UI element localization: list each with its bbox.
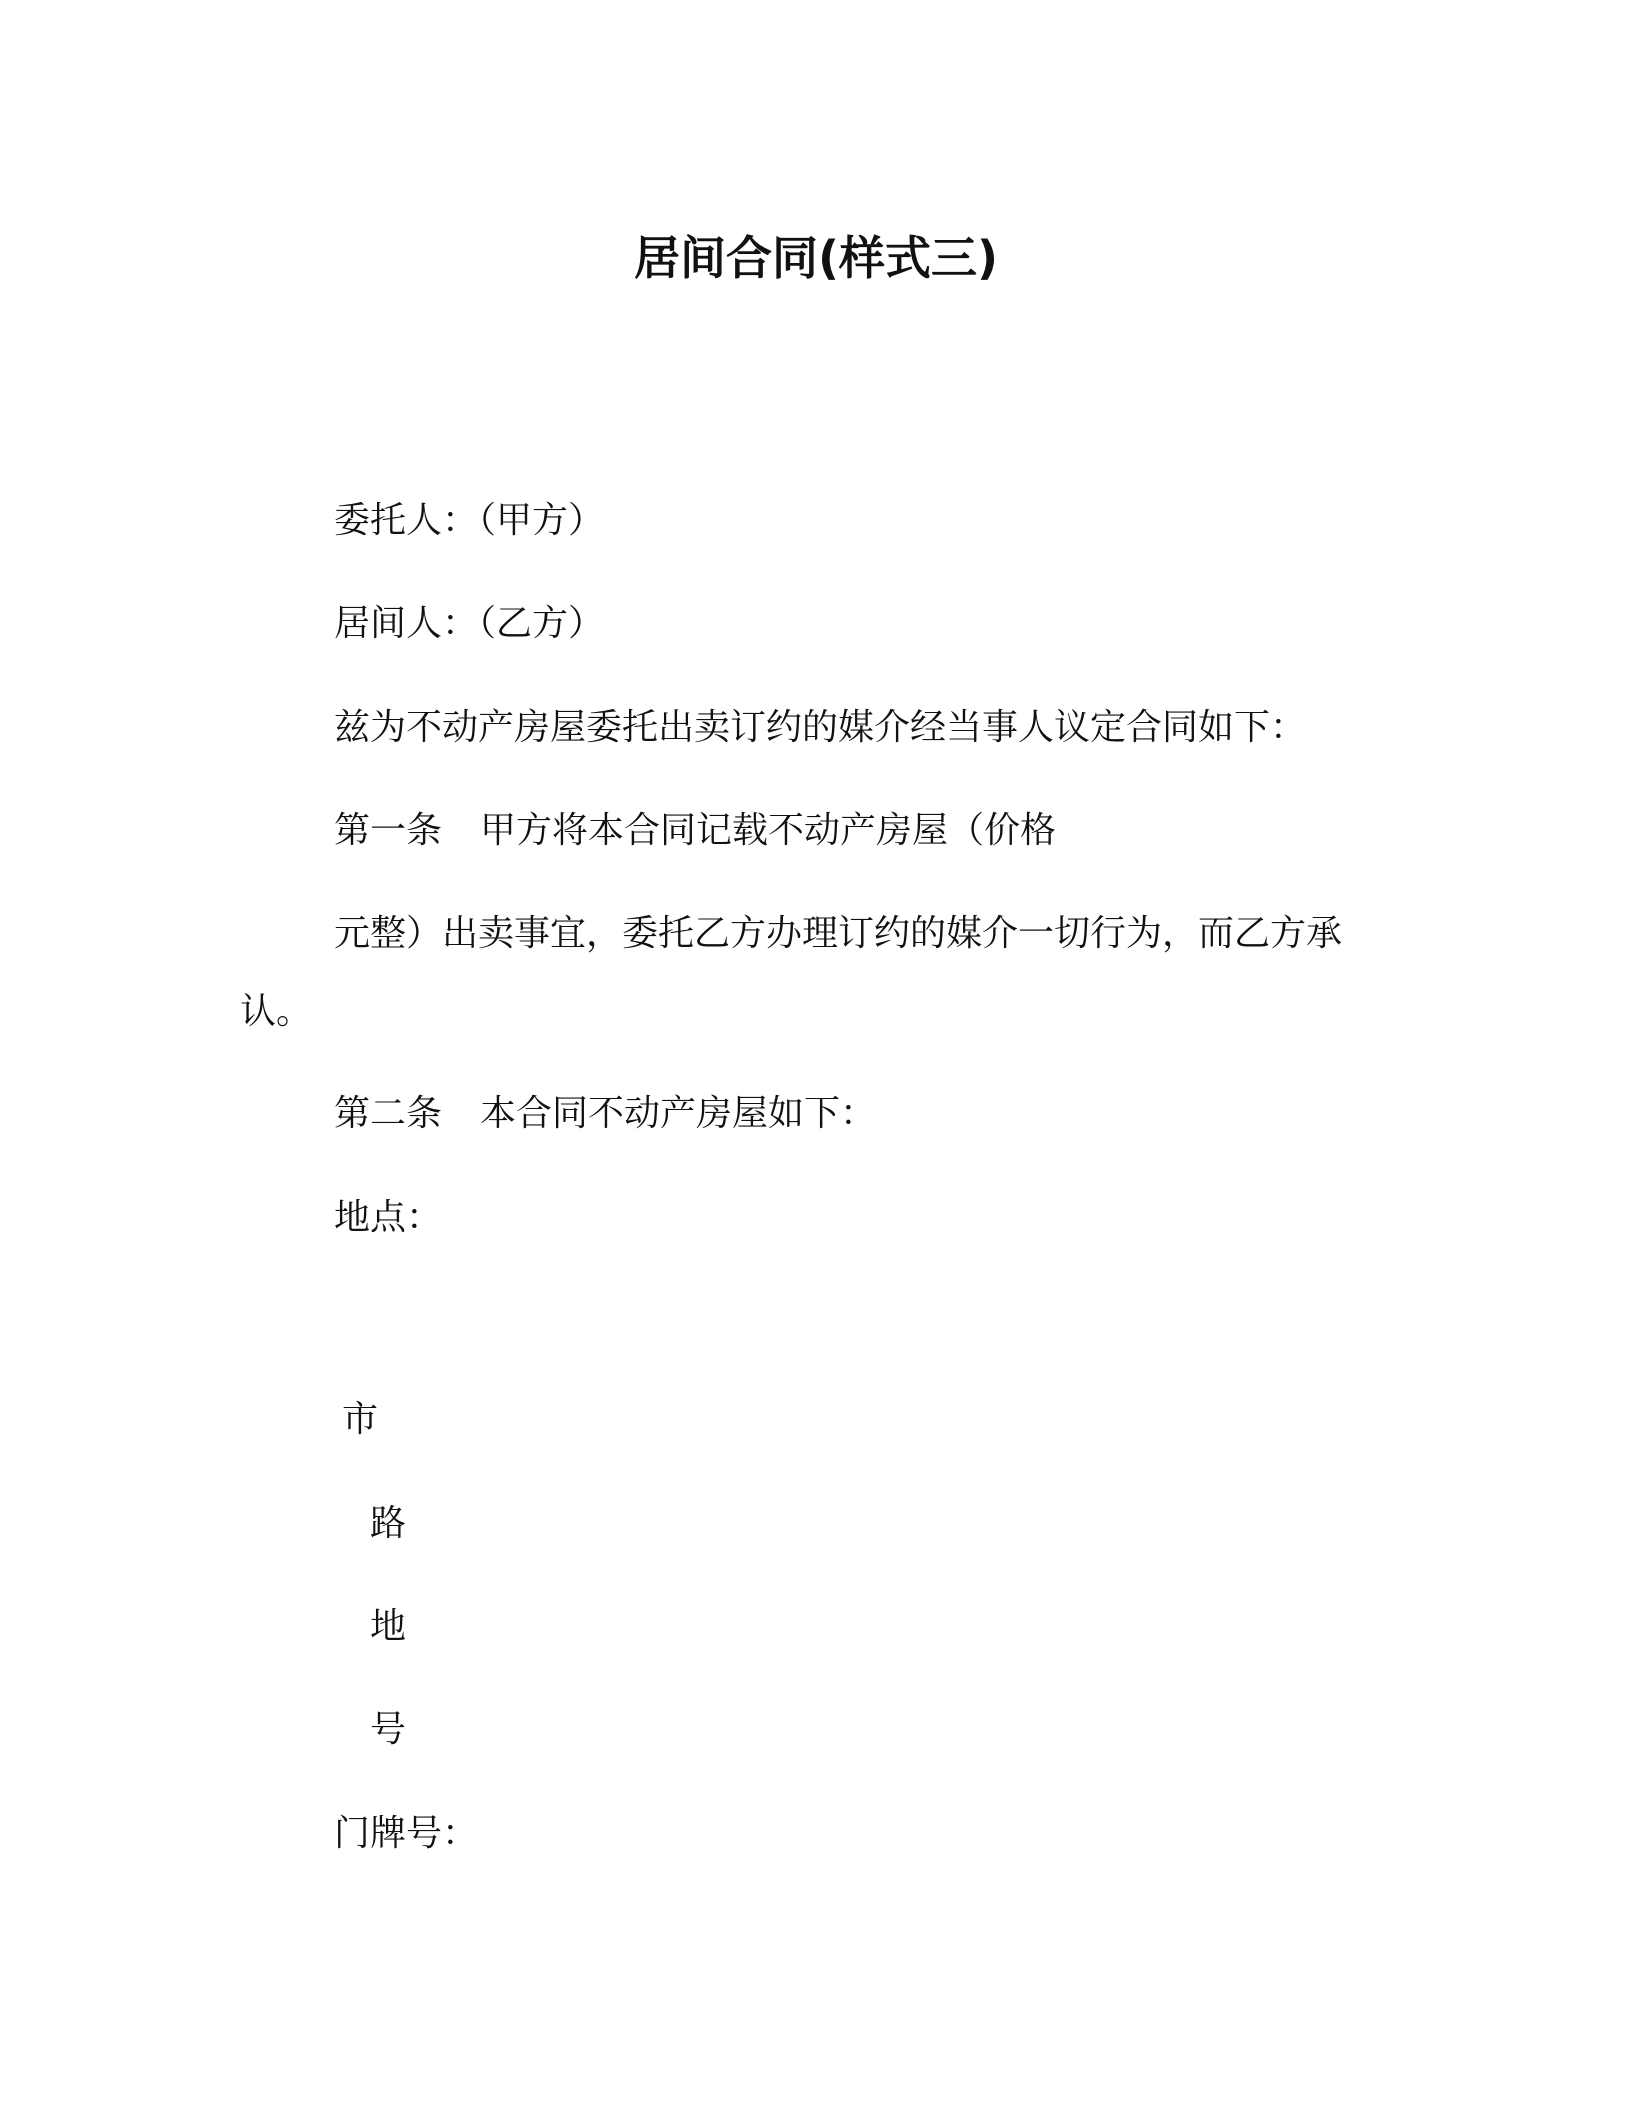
city-field-label: 市	[342, 1399, 379, 1440]
preamble-text: 兹为不动产房屋委托出卖订约的媒介经当事人议定合同如下：	[334, 707, 1307, 748]
location-label: 地点：	[334, 1197, 443, 1238]
door-number-label: 门牌号：	[334, 1813, 479, 1854]
article-1-text-line-1: 甲方将本合同记载不动产房屋（价格	[480, 810, 1057, 851]
road-field-label: 路	[370, 1503, 407, 1544]
article-2-text: 本合同不动产房屋如下：	[480, 1093, 877, 1134]
intermediary-label: 居间人：（乙方）	[334, 603, 605, 644]
article-2-line	[334, 1090, 876, 1138]
article-1-line-3: 认。	[240, 991, 313, 1032]
article-2-heading: 第二条	[334, 1093, 443, 1134]
land-field-label: 地	[370, 1606, 407, 1647]
principal-label: 委托人：（甲方）	[334, 500, 605, 541]
number-field-label: 号	[370, 1709, 407, 1750]
document-title: 居间合同(样式三)	[633, 231, 999, 285]
article-1-line-1	[334, 807, 1056, 855]
article-1-heading: 第一条	[334, 810, 443, 851]
article-1-line-2: 元整）出卖事宜，委托乙方办理订约的媒介一切行为，而乙方承	[334, 913, 1343, 954]
